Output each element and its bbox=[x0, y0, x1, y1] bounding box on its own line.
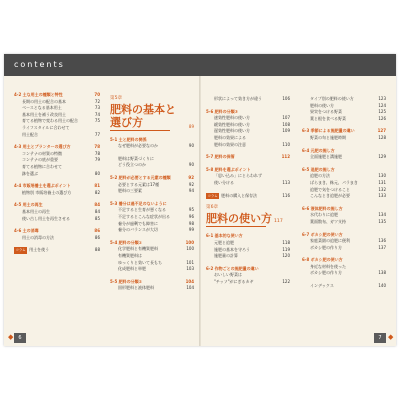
toc-entry-label: 6-1 基本的な使い方 bbox=[206, 233, 243, 239]
toc-entry-label: 果実をつける野菜 bbox=[310, 109, 342, 115]
toc-page-number: 129 bbox=[378, 154, 386, 160]
toc-entry-label: 肥料の三要素 bbox=[118, 188, 142, 194]
toc-entry[interactable] bbox=[14, 125, 100, 132]
toc-entry-label: 6-8 ボカシ肥の使い方 bbox=[302, 257, 343, 263]
toc-entry-label: 肥料の購入と保存法 bbox=[221, 192, 258, 198]
toc-page-number: 86 bbox=[94, 228, 100, 234]
toc-entry-label: 育てる植物で変わる用土の配合 bbox=[22, 118, 78, 124]
toc-entry-label: コンテナの材質の特徴 bbox=[22, 150, 62, 156]
toc-page-number: 82 bbox=[94, 189, 100, 195]
toc-entry-label: 身近な材料を使った bbox=[310, 263, 346, 269]
toc-section-entry[interactable] bbox=[14, 144, 100, 151]
toc-entry-label: こんなとき追肥が必要 bbox=[310, 193, 350, 199]
toc-entry-label: 緩効性肥料の使い方 bbox=[214, 121, 250, 127]
toc-entry-label: 用土の消毒の方法 bbox=[22, 234, 54, 240]
toc-entry[interactable] bbox=[302, 135, 386, 142]
toc-page-number: 107 bbox=[282, 115, 290, 121]
toc-entry[interactable] bbox=[302, 109, 386, 116]
toc-page-number: 134 bbox=[378, 212, 386, 218]
toc-page-number: 104 bbox=[186, 285, 194, 291]
toc-page-number: 122 bbox=[282, 278, 290, 284]
toc-page-number: 137 bbox=[378, 244, 386, 250]
toc-page-number: 127 bbox=[377, 128, 386, 134]
chapter-title: 肥料の基本と bbox=[110, 102, 176, 116]
toc-entry[interactable] bbox=[206, 135, 290, 142]
toc-page-number: 120 bbox=[282, 253, 290, 259]
toc-entry[interactable] bbox=[14, 157, 100, 164]
toc-entry-label: タイプ別の肥料の使い方 bbox=[310, 96, 354, 101]
toc-page-number: 126 bbox=[378, 115, 386, 121]
toc-entry-label: 施肥の基本を守ろう bbox=[214, 246, 250, 252]
toc-entry-label: 肥料の効果の注意 bbox=[214, 141, 246, 147]
toc-section-entry[interactable] bbox=[302, 128, 386, 135]
toc-entry-label: 4-2 土な用土の種類と特性 bbox=[14, 92, 63, 97]
toc-entry-label: 葉面散布、ガツ支持 bbox=[310, 218, 346, 224]
toc-entry-label: 追肥で気をつけること bbox=[310, 186, 350, 192]
toc-entry[interactable] bbox=[206, 253, 290, 260]
toc-entry-label: 全面施肥と溝施肥 bbox=[310, 154, 342, 160]
toc-entry[interactable] bbox=[206, 128, 290, 135]
toc-entry-label: ライフスタイルに合わせて bbox=[22, 124, 70, 130]
toc-entry[interactable] bbox=[302, 193, 386, 200]
toc-entry-label: 元肥と追肥 bbox=[214, 239, 234, 245]
toc-page-number: 92 bbox=[188, 174, 194, 180]
toc-page-number: 140 bbox=[378, 283, 386, 289]
toc-page-number: 100 bbox=[186, 246, 194, 252]
toc-entry[interactable] bbox=[110, 188, 194, 195]
toc-entry-label: 育てる植物に合わせて bbox=[22, 163, 62, 169]
page-number-left: 6 bbox=[14, 333, 26, 343]
toc-entry[interactable] bbox=[110, 227, 194, 234]
toc-page-number: 84 bbox=[94, 208, 100, 214]
toc-entry[interactable] bbox=[302, 219, 386, 226]
toc-entry-label: 5-2 肥料が必要とする元素の種類 bbox=[110, 174, 171, 180]
toc-entry[interactable] bbox=[302, 154, 386, 161]
toc-entry-label: 5-3 養分は過不足のないように bbox=[110, 200, 167, 206]
toc-entry-label: 用土配合 bbox=[22, 131, 38, 137]
toc-entry-label: 有機質肥料は bbox=[118, 252, 142, 258]
toc-page-number: 96 bbox=[188, 213, 194, 219]
chapter-page-number: 117 bbox=[274, 218, 283, 224]
toc-page-number: 131 bbox=[378, 179, 386, 185]
toc-page-number: 81 bbox=[94, 183, 100, 189]
toc-column-2 bbox=[110, 96, 194, 292]
toc-entry-label: 6-4 元肥の施し方 bbox=[302, 147, 335, 153]
toc-column-1 bbox=[14, 92, 100, 254]
toc-entry-label: 4-6 土の消毒 bbox=[14, 228, 39, 234]
toc-entry[interactable] bbox=[206, 173, 290, 180]
toc-entry[interactable] bbox=[14, 164, 100, 171]
contents-title: contents bbox=[14, 60, 65, 69]
toc-page-number: 125 bbox=[378, 109, 386, 115]
toc-entry[interactable] bbox=[206, 193, 290, 200]
toc-entry-label: 5-8 肥料を選ぶポイント bbox=[206, 166, 251, 172]
toc-page-number: 113 bbox=[282, 179, 290, 185]
toc-page-number: 80 bbox=[94, 170, 100, 176]
toc-page-number: 88 bbox=[94, 247, 100, 253]
chapter-number: 第5章 bbox=[110, 96, 123, 101]
chapter-page-number: 89 bbox=[188, 123, 194, 129]
toc-entry-label: 5-4 肥料の分類① bbox=[110, 239, 143, 245]
chapter-number: 第6章 bbox=[206, 205, 219, 211]
toc-section-entry[interactable] bbox=[14, 228, 100, 235]
toc-entry[interactable] bbox=[14, 209, 100, 216]
toc-section-entry[interactable] bbox=[14, 183, 100, 190]
toc-entry-label: 水代わりに追肥 bbox=[310, 212, 338, 218]
toc-entry-label: 不足するとこんな症状が出る bbox=[118, 213, 170, 219]
toc-entry[interactable] bbox=[206, 142, 290, 149]
toc-page-number: 103 bbox=[186, 266, 194, 272]
toc-entry-label: 「思い込み」にとらわれず bbox=[214, 173, 262, 179]
toc-page-number: 98 bbox=[188, 220, 194, 226]
toc-section-entry[interactable] bbox=[110, 175, 194, 182]
toc-entry-label: 5-7 肥料の保管 bbox=[206, 154, 235, 160]
toc-entry[interactable] bbox=[302, 116, 386, 123]
toc-page-number: 70 bbox=[94, 92, 100, 97]
toc-entry-label: 養分のバランスが大切 bbox=[118, 227, 158, 233]
toc-entry[interactable] bbox=[14, 171, 100, 178]
chapter-title-row bbox=[110, 116, 194, 129]
toc-page-number: 136 bbox=[378, 238, 386, 244]
toc-entry-label: "チッソ"がにぎるカギ bbox=[214, 278, 254, 284]
toc-entry-label: 6-3 季節による施肥量の違い bbox=[302, 128, 355, 134]
toc-entry-label: 養分が過剰でも障害に bbox=[118, 220, 158, 226]
book-gutter bbox=[199, 76, 201, 346]
toc-section-entry[interactable] bbox=[14, 92, 100, 99]
toc-entry[interactable] bbox=[302, 270, 386, 277]
toc-page-number: 112 bbox=[281, 154, 290, 160]
toc-entry[interactable] bbox=[206, 279, 290, 286]
toc-entry[interactable] bbox=[110, 143, 194, 150]
toc-entry-label: 使い古し用土を再生させる bbox=[22, 215, 70, 221]
toc-entry-label: 化学肥料と有機質肥料 bbox=[118, 246, 158, 252]
toc-page-number: 90 bbox=[188, 143, 194, 149]
chapter-title: 肥料の使い方 bbox=[206, 211, 272, 225]
toc-entry[interactable] bbox=[302, 96, 386, 103]
toc-entry[interactable] bbox=[206, 115, 290, 122]
toc-entry-label: 追肥の方法 bbox=[310, 173, 330, 179]
toc-page-number: 90 bbox=[188, 162, 194, 168]
toc-entry-label: コンテナの底が重要 bbox=[22, 157, 58, 163]
toc-entry[interactable] bbox=[110, 266, 194, 273]
toc-page-number: 132 bbox=[378, 186, 386, 192]
toc-entry-label: 速効性肥料の使い方 bbox=[214, 115, 250, 121]
toc-page-number: 135 bbox=[378, 218, 386, 224]
toc-page-number: 109 bbox=[282, 128, 290, 134]
toc-entry-label: ボカシ肥の作り方 bbox=[310, 270, 342, 276]
toc-page-number: 78 bbox=[94, 150, 100, 156]
toc-entry[interactable] bbox=[206, 96, 290, 103]
toc-page-number: 72 bbox=[94, 98, 100, 104]
toc-page-number: 84 bbox=[94, 202, 100, 208]
toc-section-entry[interactable] bbox=[206, 233, 290, 240]
toc-page-number: 108 bbox=[282, 121, 290, 127]
toc-page-number: 128 bbox=[378, 134, 386, 140]
toc-page-number: 86 bbox=[94, 234, 100, 240]
toc-entry-label: 6-6 液体肥料の施し方 bbox=[302, 205, 343, 211]
toc-entry[interactable] bbox=[206, 240, 290, 247]
toc-page-number: 118 bbox=[282, 239, 290, 245]
toc-entry-label: どう役立つのか bbox=[118, 162, 146, 168]
toc-page-number: 138 bbox=[378, 270, 386, 276]
toc-page-number: 116 bbox=[282, 192, 290, 198]
toc-page-number: 78 bbox=[94, 144, 100, 150]
toc-page-number: 75 bbox=[94, 118, 100, 124]
toc-entry-label: 用土を使う bbox=[29, 247, 50, 253]
toc-page-number: 101 bbox=[186, 259, 194, 265]
toc-entry-label: 6-5 追肥の施し方 bbox=[302, 166, 335, 172]
toc-entry[interactable] bbox=[14, 105, 100, 112]
toc-entry[interactable] bbox=[302, 180, 386, 187]
toc-entry-label: 長期の用土の配合の基本 bbox=[22, 98, 66, 104]
toc-page-number: 79 bbox=[94, 157, 100, 163]
toc-entry-label: 施肥量の計算 bbox=[214, 253, 238, 259]
chapter-title-row bbox=[206, 212, 290, 226]
toc-entry[interactable] bbox=[110, 246, 194, 253]
toc-column-4 bbox=[302, 96, 386, 290]
toc-page-number: 106 bbox=[282, 96, 290, 101]
toc-entry-label: 基本用土を補う改良用土 bbox=[22, 111, 66, 117]
toc-entry[interactable] bbox=[14, 247, 100, 254]
toc-entry[interactable] bbox=[206, 272, 290, 279]
toc-entry-label: 基本用土の再生 bbox=[22, 208, 50, 214]
toc-entry[interactable] bbox=[14, 132, 100, 139]
toc-entry-label: 4-3 用土とプランターの選び方 bbox=[14, 144, 71, 150]
toc-entry-label: 遅効性肥料の使い方 bbox=[214, 128, 250, 134]
toc-page-number: 92 bbox=[188, 181, 194, 187]
toc-entry-label: 5-6 肥料の分類③ bbox=[206, 108, 239, 114]
toc-page-number: 85 bbox=[94, 215, 100, 221]
chapter-title-line-2: 選び方 bbox=[110, 115, 143, 129]
toc-page-number: 104 bbox=[185, 278, 194, 284]
toc-entry[interactable] bbox=[14, 216, 100, 223]
toc-page-number: 110 bbox=[282, 141, 290, 147]
toc-section-entry[interactable] bbox=[14, 202, 100, 209]
toc-entry[interactable] bbox=[302, 173, 386, 180]
toc-entry-label: 6-2 作物ごとの施肥量の違い bbox=[206, 265, 259, 271]
toc-page-number: 95 bbox=[188, 207, 194, 213]
toc-entry-label: 肥料の効果による bbox=[214, 134, 246, 140]
toc-page-number: 94 bbox=[188, 188, 194, 194]
toc-entry-label: 化成肥料と単肥 bbox=[118, 266, 146, 272]
toc-entry-label: 5-1 土と肥料の関係 bbox=[110, 136, 147, 142]
toc-entry[interactable] bbox=[206, 180, 290, 187]
toc-page-number: 100 bbox=[185, 239, 194, 245]
toc-entry-label: なぜ肥料が必要なのか bbox=[118, 143, 158, 149]
toc-entry-label: ゆっくりと効いて長もち bbox=[118, 259, 162, 265]
toc-entry-label: 使い分ける bbox=[214, 179, 234, 185]
toc-entry-label: 4-5 用土の再生 bbox=[14, 202, 43, 208]
toc-page-number: 74 bbox=[94, 111, 100, 117]
toc-page-number: 77 bbox=[94, 131, 100, 137]
leaf-icon-right: ◆ bbox=[388, 333, 394, 341]
toc-entry-label: ボカシ肥の作り方 bbox=[310, 244, 342, 250]
toc-entry-label: 必要とする元素は17種 bbox=[118, 181, 160, 187]
toc-entry-label: ベースとなる基本用土 bbox=[22, 105, 62, 111]
toc-entry[interactable] bbox=[110, 253, 194, 260]
toc-entry-label: 家庭菜園の追肥に便利 bbox=[310, 238, 350, 244]
toc-entry[interactable] bbox=[110, 207, 194, 214]
toc-entry-label: 4-4 市販培養土を選ぶポイント bbox=[14, 183, 71, 189]
toc-column-3 bbox=[206, 96, 290, 285]
toc-page-number: 73 bbox=[94, 105, 100, 111]
toc-page-number: 124 bbox=[378, 102, 386, 108]
toc-entry[interactable] bbox=[14, 118, 100, 125]
toc-entry-label: 鉢を選ぶ bbox=[22, 170, 38, 176]
toc-page-number: 133 bbox=[378, 193, 386, 199]
column-badge: コラム bbox=[15, 248, 26, 253]
toc-page-number: 130 bbox=[378, 173, 386, 179]
toc-entry[interactable] bbox=[110, 162, 194, 169]
toc-page-number: 123 bbox=[378, 96, 386, 101]
toc-entry-label: 不足すると生育が悪くなる bbox=[118, 207, 166, 213]
toc-entry-label: 葉と根を食べる野菜 bbox=[310, 115, 346, 121]
toc-entry-label: インデックス bbox=[310, 283, 334, 289]
toc-entry-label: ばらまき、株元、パラまき bbox=[310, 179, 358, 185]
toc-entry-label: 野菜の旬と施肥時期 bbox=[310, 134, 346, 140]
column-badge: コラム bbox=[207, 193, 218, 198]
toc-entry-label: 植物別 市販培養土の選び方 bbox=[22, 189, 72, 195]
toc-entry-label: おいしい野菜は bbox=[214, 272, 242, 278]
toc-entry[interactable] bbox=[302, 283, 386, 290]
toc-entry-label: 形状によって効き方が違う bbox=[214, 96, 262, 101]
toc-page-number: 99 bbox=[188, 227, 194, 233]
toc-entry[interactable] bbox=[14, 190, 100, 197]
toc-entry-label: 固形肥料と液体肥料 bbox=[118, 285, 154, 291]
toc-page-number: 119 bbox=[282, 246, 290, 252]
toc-entry[interactable] bbox=[110, 214, 194, 221]
toc-entry-label: 6-7 ボカシ肥の使い方 bbox=[302, 231, 343, 237]
toc-entry[interactable] bbox=[302, 238, 386, 245]
toc-entry[interactable] bbox=[302, 245, 386, 252]
leaf-icon-left: ◆ bbox=[8, 333, 14, 341]
toc-section-entry[interactable] bbox=[302, 257, 386, 264]
toc-section-entry[interactable] bbox=[206, 154, 290, 161]
toc-entry[interactable] bbox=[14, 235, 100, 242]
page-number-right: 7 bbox=[374, 333, 386, 343]
toc-entry-label: 5-5 肥料の分類② bbox=[110, 278, 143, 284]
toc-entry[interactable] bbox=[110, 285, 194, 292]
toc-entry-label: 肥料は野菜づくりに bbox=[118, 155, 154, 161]
toc-entry[interactable] bbox=[302, 212, 386, 219]
toc-entry-label: 肥料の使い方 bbox=[310, 102, 334, 108]
